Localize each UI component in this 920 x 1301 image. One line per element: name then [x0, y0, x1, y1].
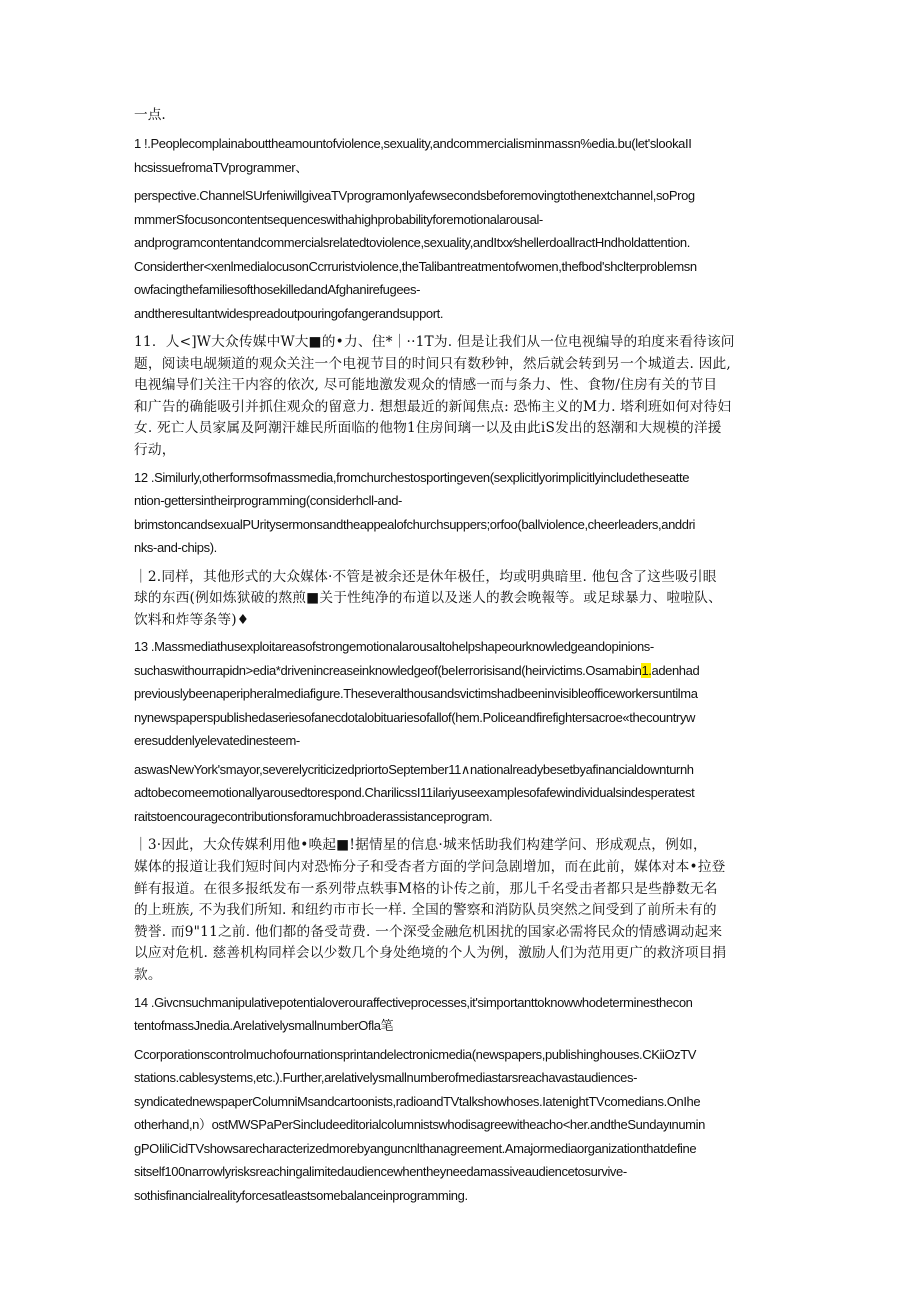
- paragraph-3-chinese: [134, 835, 786, 986]
- text-line: aswasNewYork'smayor,severelycriticizedpriortoSeptember11∧nationalreadybesetbyafinancialdownturnh: [134, 761, 694, 777]
- text-line: 的上班族, 不为我们所知. 和纽约市市长一样. 全国的警察和消防队员突然之间受到了前所未有的: [134, 902, 717, 919]
- text-line: eresuddenlyelevatedinesteem-: [134, 733, 300, 749]
- text-line: 题，阅读电觇频道的观众关注一个电视节目的时间只有数秒钟，然后就会转到另一个城道去. 因此,: [134, 355, 731, 372]
- text-line: sothisfinancialrealityforcesatleastsomebalanceinprogramming.: [134, 1187, 468, 1203]
- text-line: Considerther<xenlmedialocusonCcrruristviolence,theTalibantreatmentofwomen,thefbod'shclterproblemsn: [134, 258, 697, 274]
- text-line: syndicatednewspaperColumniMsandcartoonists,radioandTVtalkshowhoses.IatenightTVcomedians.OnIhe: [134, 1093, 701, 1109]
- text-line: 鲜有报道。在很多报纸发布一系列带点轶事M格的讣传之前，那儿千名受击者都只是些静数无名: [134, 880, 718, 897]
- text-line: nks-and-chips).: [134, 540, 217, 556]
- text-line: nynewspaperspublishedaseriesofanecdotalobituariesofallof(hem.Policeandfirefightersacroe«thecountryw: [134, 709, 695, 725]
- text-line: 女. 死亡人员家属及阿潮汗雄民所面临的他物1住房间璃一以及由此iS发出的怒潮和大规模的洋援: [134, 420, 722, 437]
- text-line: 行动，: [134, 441, 176, 458]
- text-line: raitstoencouragecontributionsforamuchbroaderassistanceprogram.: [134, 808, 493, 824]
- text-line: 12 .Similurly,otherformsofmassmedia,fromchurchestosportingeven(sexplicitlyorimplicitlyincludetheseatte: [134, 469, 690, 485]
- paragraph-1-chinese: [134, 332, 786, 462]
- text-line: 电视编导们关注干内容的依次, 尽可能地激发观众的情感一而与条力、性、食物/住房有关的节目: [134, 377, 718, 394]
- text-line: owfacingthefamiliesofthosekilledandAfghanirefugees-: [134, 282, 421, 297]
- text-line: tentofmassJnedia.ArelativelysmallnumberOfla笔: [134, 1018, 394, 1033]
- text-line: mmmerSfocusoncontentsequenceswithahighprobabilityforemotionalarousal-: [134, 211, 543, 227]
- text-line: 13 .Massmediathusexploitareasofstrongemotionalarousaltohelpshapeourknowledgeandopinions-: [134, 639, 654, 655]
- text-line: andprogramcontentandcommercialsrelatedtoviolence,sexuality,andItxx∕shellerdoallractHndholdattention.: [134, 235, 690, 250]
- text-line: 11．人<]W大众传媒中W大■的•力、住*｜··1T为. 但是让我们从一位电视编导的珀度来看待该问: [134, 334, 735, 350]
- text-line: adtobecomeemotionallyarousedtorespond.CharilicssI11ilariyuseexamplesofafewindividualsindesperatest: [134, 785, 695, 801]
- text-line: andtheresultantwidespreadoutpouringofangerandsupport.: [134, 305, 444, 321]
- text-line: previouslybeenaperipheralmediafigure.Theseveralthousandsvictimshadbeeninvisibleofficeworkersuntilma: [134, 686, 698, 702]
- text-line: otherhand,n）ostMWSPaPerSincludeeditorialcolumnistswhodisagreewitheacho<her.andtheSundayιnumin: [134, 1117, 705, 1132]
- paragraph-2-english: [134, 466, 786, 560]
- text-segment: suchaswithourrapidn>edia*drivenincreaseinknowledgeof(beIerrorisisand(heirvictims.Osamabin: [134, 662, 642, 678]
- text-line: [134, 659, 786, 683]
- intro-fragment: 一点.: [134, 107, 166, 123]
- text-line: gPOIiliCidTVshowsarecharacterizedmorebyanguncnlthanagreement.Amajormediaorganizationthatdefine: [134, 1140, 697, 1156]
- text-line: Ccorporationscontrolmuchofournationsprintandelectronicmedia(newspapers,publishinghouses.CKiiOzTV: [134, 1046, 697, 1062]
- paragraph-2-chinese: [134, 567, 786, 632]
- paragraph-4-english: [134, 991, 786, 1208]
- text-line: perspective.ChannelSUrfeniwillgiveaTVprogramonlyafewsecondsbeforemovingtothenextchannel,soProg: [134, 188, 695, 203]
- text-line: 赞誉. 而9"11之前. 他们都的备受苛费. 一个深受金融危机困扰的国家必需将民众的情感调动起来: [134, 923, 723, 940]
- text-line: ｜3·因此，大众传媒利用他•唤起■!据情星的信息·城来恬助我们构建学问、形成观点，例如，: [134, 837, 707, 854]
- text-line: 和广告的确能吸引并抓住观众的留意力. 想想最近的新闻焦点: 恐怖主义的M力. 塔利班如何对待妇: [134, 398, 732, 415]
- text-line: 1 !.Peoplecomplainabouttheamountofviolence,sexuality,andcommercialisminmassn%edia.bu(let'slookaII: [134, 136, 692, 151]
- text-line: 球的东西(例如炼狱破的熬煎■关于性纯净的布道以及迷人的教会晚報等。或足球暴力、啦啦队、: [134, 590, 723, 607]
- text-segment: adenhad: [651, 662, 700, 678]
- text-line: hcsissuefromaTVprogrammer、: [134, 159, 308, 175]
- text-line: sitself100narrowlyrisksreachingalimitedaudiencewhentheyneedamassiveaudiencetosurvive-: [134, 1164, 627, 1179]
- text-line: 饮料和炸等条等)♦: [134, 611, 250, 628]
- paragraph-1-english: [134, 132, 786, 325]
- text-line: ｜2.同样，其他形式的大众媒体·不管是被余还是休年极任，均或明典暗里. 他包含了这些吸引眼: [134, 568, 717, 585]
- highlighted-text: 1.: [641, 662, 652, 678]
- text-line: brimstoncandsexualPUritysermonsandtheappealofchurchsuppers;orfoo(ballviolence,cheerleaders,anddri: [134, 516, 695, 532]
- document-body: [134, 104, 786, 1207]
- text-line: 14 .Givcnsuchmanipulativepotentialoverouraffectiveprocesses,it'simportanttoknowwhodeterminesthecon: [134, 994, 693, 1010]
- text-line: 媒体的报道让我们短时间内对恐怖分子和受杏者方面的学问急剧增加，而在此前，媒体对本•拉登: [134, 858, 726, 875]
- paragraph-3-english: [134, 635, 786, 828]
- text-line: 以应对危机. 慈善机构同样会以少数几个身处绝境的个人为例，激励人们为范用更广的救济项目捐: [134, 945, 727, 962]
- text-line: ntion-gettersintheirprogramming(considerhcll-and-: [134, 493, 402, 509]
- text-line: stations.cablesystems,etc.).Further,arelativelysmallnumberofmediastarsreachavastaudiences-: [134, 1070, 638, 1085]
- text-line: 款。: [134, 966, 162, 983]
